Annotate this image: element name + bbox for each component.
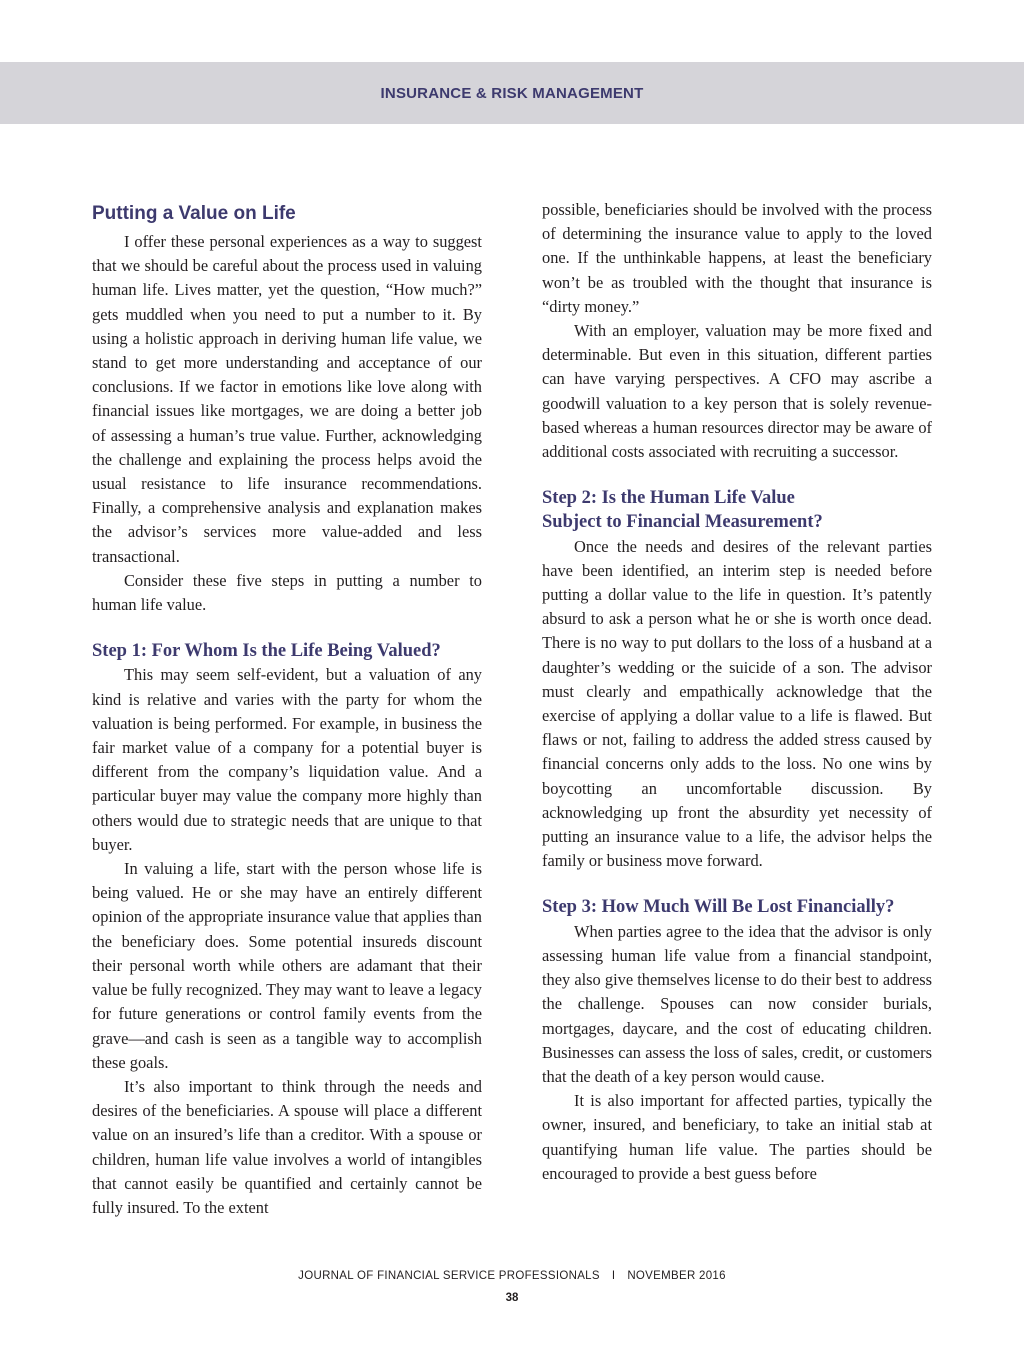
paragraph: Consider these five steps in putting a number to human life value. [92, 570, 482, 615]
section-title: INSURANCE & RISK MANAGEMENT [380, 84, 644, 102]
step1-heading: Step 1: For Whom Is the Life Being Valued? [92, 641, 441, 662]
footer-separator: I [611, 1270, 616, 1282]
paragraph: In valuing a life, start with the person whose life is being valued. He or she may have an entirely different opinion of the appropriate insurance value that applies than the beneficiary does. Some potential insureds discount their personal worth while others are adamant that their value be fully recognized. They may want to leave a legacy for future generations or control family events from the grave—and cash is seen as a tangible way to accomplish these goals. [92, 859, 482, 1072]
page-number: 38 [505, 1292, 519, 1304]
step3-heading: Step 3: How Much Will Be Lost Financially? [542, 897, 895, 918]
paragraph: This may seem self-evident, but a valuation of any kind is relative and varies with the party for whom the valuation is being performed. For example, in business the fair market value of a company for a potential buyer is different from the company’s liquidation value. And a particular buyer may value the company more highly than others would due to strategic needs that are unique to that buyer. [92, 665, 482, 854]
paragraph: With an employer, valuation may be more fixed and determinable. But even in this situation, different parties can have varying perspectives. A CFO may ascribe a goodwill valuation to a key person that is solely revenue-based whereas a human resources director may be aware of additional costs associated with recruiting a successor. [542, 321, 932, 462]
paragraph-continued: possible, beneficiaries should be involved with the process of determining the insurance value to apply to the loved one. If the unthinkable happens, at least the beneficiary won’t be as troubled with the thought that insurance is “dirty money.” [542, 200, 932, 316]
left-column [92, 198, 482, 1220]
paragraph: When parties agree to the idea that the advisor is only assessing human life value from a financial standpoint, they also give themselves license to do their best to address the challenge. Spouses can now consider burials, mortgages, daycare, and the cost of educating children. Businesses can assess the loss of sales, credit, or customers that the death of a key person would cause. [542, 921, 932, 1086]
paragraph: Once the needs and desires of the relevant parties have been identified, an interim step is needed before putting a dollar value to the life in question. It’s patently absurd to ask a person what he or she is worth once dead. There is no way to put dollars to the loss of a husband at a daughter’s wedding or the suicide of a son. The advisor must clearly and empathically acknowledge that the exercise of applying a dollar value to a life is flawed. But flaws or not, failing to address the added stress caused by financial concerns only adds to the loss. No one wins by boycotting an uncomfortable discussion. By acknowledging up front the absurdity yet necessity of putting an insurance value to a life, the advisor helps the family or business move forward. [542, 536, 932, 871]
issue-date: NOVEMBER 2016 [627, 1270, 726, 1282]
step2-heading-line1: Step 2: Is the Human Life Value [542, 488, 795, 509]
step2-heading [542, 486, 932, 534]
right-column [542, 198, 932, 1186]
journal-name: JOURNAL OF FINANCIAL SERVICE PROFESSIONALS [298, 1270, 600, 1282]
step2-heading-line2: Subject to Financial Measurement? [542, 512, 823, 533]
footer-journal-line [0, 1270, 1024, 1282]
section-banner [0, 62, 1024, 124]
paragraph: It’s also important to think through the needs and desires of the beneficiaries. A spouse will place a different value on an insured’s life than a creditor. With a spouse or children, human life value involves a world of intangibles that cannot easily be quantified and certainly cannot be fully insured. To the extent [92, 1076, 482, 1217]
paragraph: I offer these personal experiences as a way to suggest that we should be careful about the process used in valuing human life. Lives matter, yet the question, “How much?” gets muddled when you need to put a number to it. By using a holistic approach in deriving human life value, we stand to get more understanding and acceptance of our conclusions. If we factor in emotions like love along with financial issues like mortgages, we are doing a better job of assessing a human’s true value. Further, acknowledging the challenge and explaining the process helps avoid the usual resistance to life insurance recommendations. Finally, a comprehensive analysis and explanation makes the advisor’s services more value-added and less transactional. [92, 232, 482, 566]
paragraph: It is also important for affected parties, typically the owner, insured, and beneficiary, to take an initial stab at quantifying human life value. The parties should be encouraged to provide a best guess before [542, 1091, 932, 1183]
article-heading: Putting a Value on Life [92, 203, 296, 224]
